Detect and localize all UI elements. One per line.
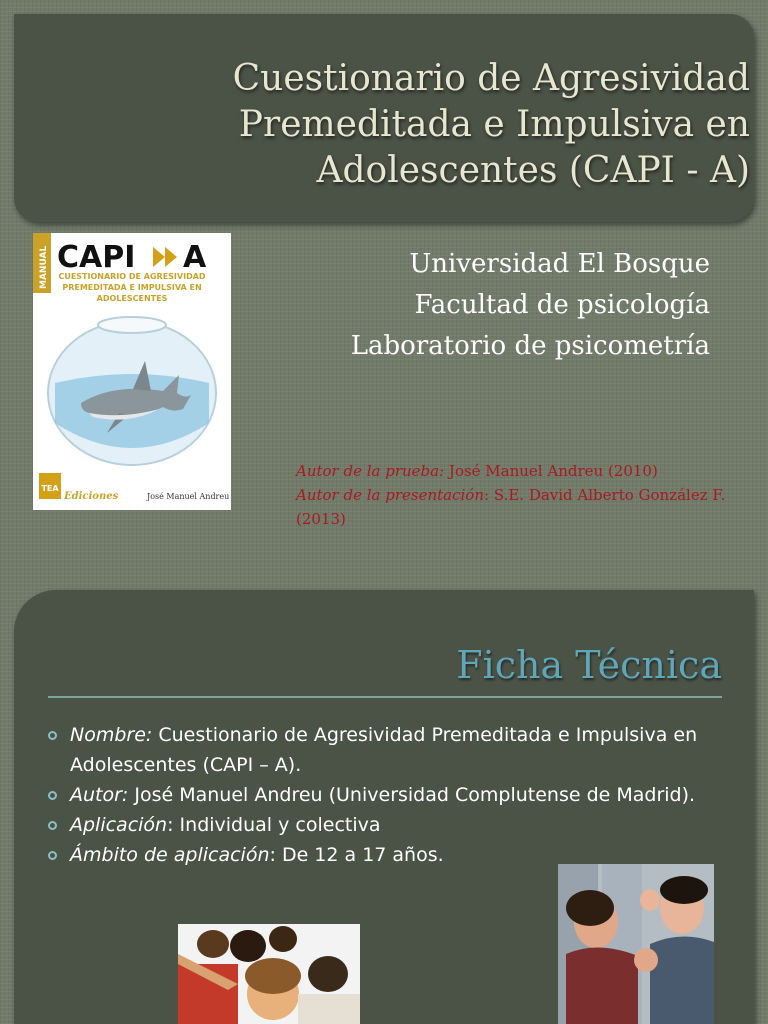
ficha-item-aplicacion: [48, 810, 718, 840]
publisher-logo: TEA: [41, 484, 59, 493]
credits-presenter: [296, 483, 726, 531]
ficha-item-autor: [48, 780, 718, 810]
ficha-label: Autor:: [70, 784, 129, 806]
publisher-name: Ediciones: [64, 491, 119, 502]
ficha-list: [48, 720, 718, 870]
institution-lab: Laboratorio de psicometría: [350, 331, 710, 361]
bullet-icon: [48, 851, 57, 860]
credits-presenter-value: : S.E. David Alberto González F. (2013): [296, 486, 726, 528]
credits-presenter-label: Autor de la presentación: [296, 486, 484, 504]
book-subtitle-3: ADOLESCENTES: [96, 294, 168, 303]
ficha-label: Nombre:: [70, 724, 153, 746]
bullet-icon: [48, 731, 57, 740]
heading-divider: [48, 696, 722, 698]
institution-faculty: Facultad de psicología: [414, 290, 710, 320]
ficha-value: : De 12 a 17 años.: [269, 844, 444, 866]
teens-group-photo: [178, 924, 360, 1024]
institution-university: Universidad El Bosque: [409, 249, 710, 279]
teens-fight-photo: [558, 864, 714, 1024]
book-side-label: MANUAL: [39, 245, 49, 289]
ficha-value: José Manuel Andreu (Universidad Complutense de Madrid).: [128, 784, 696, 806]
title-line-2: Premeditada e Impulsiva en: [238, 104, 750, 145]
slide-title: [60, 56, 750, 194]
credits-author-label: Autor de la prueba:: [296, 462, 445, 480]
book-cover-image: [33, 233, 231, 510]
credits-author: [296, 459, 726, 483]
ficha-value: : Individual y colectiva: [167, 814, 381, 836]
credits-author-value: José Manuel Andreu (2010): [444, 462, 658, 480]
credits-block: [296, 459, 726, 531]
book-subtitle-2: PREMEDITADA E IMPULSIVA EN: [62, 283, 202, 292]
ficha-value: Cuestionario de Agresividad Premeditada e Impulsiva en Adolescentes (CAPI – A).: [70, 724, 698, 776]
institution-block: [250, 244, 710, 367]
bullet-icon: [48, 791, 57, 800]
ficha-heading: Ficha Técnica: [456, 643, 722, 687]
bullet-icon: [48, 821, 57, 830]
book-subtitle-1: CUESTIONARIO DE AGRESIVIDAD: [58, 272, 206, 281]
title-line-3: Adolescentes (CAPI - A): [316, 150, 750, 191]
ficha-label: Aplicación: [70, 814, 168, 836]
ficha-label: Ámbito de aplicación: [70, 844, 270, 866]
book-author: José Manuel Andreu: [147, 492, 230, 501]
ficha-item-nombre: [48, 720, 718, 780]
book-title-suffix: A: [183, 240, 207, 275]
book-title: CAPI: [57, 240, 136, 275]
title-line-1: Cuestionario de Agresividad: [232, 58, 750, 99]
